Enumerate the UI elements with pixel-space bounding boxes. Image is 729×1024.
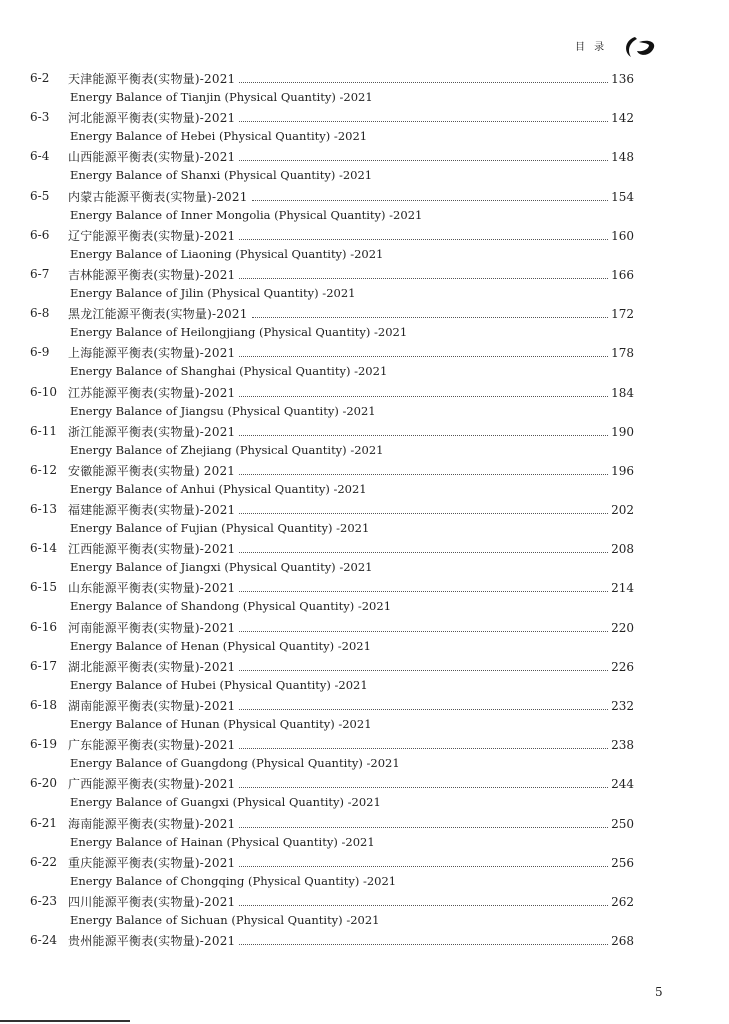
dot-leader — [239, 425, 608, 436]
entry-title-zh: 福建能源平衡表(实物量)-2021 — [68, 503, 236, 518]
toc-entry[interactable] — [0, 815, 729, 854]
entry-title-en: Energy Balance of Hebei (Physical Quantity) -2021 — [70, 129, 368, 144]
dot-leader — [239, 268, 608, 279]
entry-title-line — [68, 227, 634, 247]
dot-leader — [239, 386, 608, 397]
entry-number: 6-16 — [30, 619, 57, 634]
dot-leader — [239, 660, 608, 671]
toc-entry[interactable] — [0, 344, 729, 383]
toc-entry[interactable] — [0, 305, 729, 344]
entry-title-line — [68, 815, 634, 835]
entry-title-zh: 江西能源平衡表(实物量)-2021 — [68, 542, 236, 557]
entry-page-number: 220 — [611, 620, 634, 635]
toc-entry[interactable] — [0, 697, 729, 736]
entry-page-number: 250 — [611, 816, 634, 831]
entry-title-zh: 河南能源平衡表(实物量)-2021 — [68, 620, 236, 635]
toc-entry[interactable] — [0, 893, 729, 932]
toc-entry[interactable] — [0, 501, 729, 540]
entry-page-number: 172 — [611, 307, 634, 322]
entry-number: 6-20 — [30, 776, 57, 791]
entry-title-line — [68, 109, 634, 129]
entry-title-line — [68, 893, 634, 913]
entry-number: 6-17 — [30, 658, 57, 673]
page-number: 5 — [655, 985, 663, 999]
entry-page-number: 184 — [611, 385, 634, 400]
entry-title-zh: 广东能源平衡表(实物量)-2021 — [68, 738, 236, 753]
page-header — [575, 34, 665, 64]
entry-title-en: Energy Balance of Hunan (Physical Quantity) -2021 — [70, 717, 372, 731]
entry-title-line — [68, 384, 634, 404]
entry-number: 6-18 — [30, 698, 57, 712]
entry-title-en: Energy Balance of Chongqing (Physical Quantity) -2021 — [70, 873, 397, 888]
entry-title-zh: 重庆能源平衡表(实物量)-2021 — [68, 855, 236, 870]
entry-page-number: 244 — [611, 777, 634, 792]
entry-title-zh: 江苏能源平衡表(实物量)-2021 — [68, 385, 236, 400]
dot-leader — [239, 856, 608, 867]
entry-title-line — [68, 658, 634, 678]
entry-title-line — [68, 305, 634, 325]
entry-title-line — [68, 932, 634, 952]
dot-leader — [239, 934, 608, 945]
entry-title-en: Energy Balance of Jiangsu (Physical Quantity) -2021 — [70, 403, 376, 418]
entry-title-en: Energy Balance of Heilongjiang (Physical Quantity) -2021 — [70, 325, 408, 340]
entry-title-zh: 广西能源平衡表(实物量)-2021 — [68, 777, 236, 792]
entry-title-line — [68, 579, 634, 599]
dot-leader — [239, 738, 608, 749]
entry-number: 6-14 — [30, 541, 57, 556]
entry-number: 6-5 — [30, 188, 50, 203]
toc-entry[interactable] — [0, 188, 729, 227]
toc-entry[interactable] — [0, 109, 729, 148]
entry-page-number: 178 — [611, 346, 634, 361]
entry-title-en: Energy Balance of Sichuan (Physical Quantity) -2021 — [70, 912, 380, 927]
entry-title-line — [68, 188, 634, 208]
entry-title-en: Energy Balance of Shanxi (Physical Quantity) -2021 — [70, 168, 373, 183]
toc-entry[interactable] — [0, 148, 729, 187]
entry-title-line — [68, 775, 634, 795]
entry-title-en: Energy Balance of Jilin (Physical Quantity) -2021 — [70, 285, 356, 300]
entry-title-zh: 湖南能源平衡表(实物量)-2021 — [68, 699, 236, 713]
toc-entry[interactable] — [0, 70, 729, 109]
entry-number: 6-6 — [30, 227, 50, 242]
entry-title-en: Energy Balance of Fujian (Physical Quantity) -2021 — [70, 521, 370, 536]
entry-title-zh: 天津能源平衡表(实物量)-2021 — [68, 72, 236, 86]
entry-page-number: 232 — [611, 699, 634, 713]
entry-title-zh: 四川能源平衡表(实物量)-2021 — [68, 894, 236, 909]
dot-leader — [252, 307, 609, 318]
entry-title-en: Energy Balance of Hainan (Physical Quantity) -2021 — [70, 834, 375, 849]
dot-leader — [239, 111, 608, 122]
entry-title-zh: 黑龙江能源平衡表(实物量)-2021 — [68, 307, 248, 322]
entry-title-en: Energy Balance of Anhui (Physical Quantity) -2021 — [70, 481, 367, 496]
entry-title-zh: 安徽能源平衡表(实物量) 2021 — [68, 463, 236, 478]
dot-leader — [239, 150, 608, 161]
entry-number: 6-9 — [30, 345, 50, 360]
entry-page-number: 160 — [611, 228, 634, 243]
entry-title-en: Energy Balance of Shandong (Physical Quantity) -2021 — [70, 599, 392, 614]
entry-number: 6-11 — [30, 423, 57, 438]
entry-page-number: 166 — [611, 267, 634, 282]
entry-title-zh: 山东能源平衡表(实物量)-2021 — [68, 581, 236, 596]
dot-leader — [239, 503, 608, 514]
dot-leader — [239, 464, 608, 475]
entry-number: 6-22 — [30, 854, 57, 869]
dot-leader — [239, 817, 608, 828]
header-label: 目 录 — [575, 42, 608, 53]
dot-leader — [239, 777, 608, 788]
toc-entry[interactable] — [0, 736, 729, 775]
entry-title-line — [68, 462, 634, 482]
entry-title-line — [68, 266, 634, 286]
entry-title-line — [68, 148, 634, 168]
entry-page-number: 190 — [611, 424, 634, 439]
entry-page-number: 136 — [611, 72, 634, 86]
entry-title-en: Energy Balance of Henan (Physical Quantity) -2021 — [70, 638, 371, 653]
entry-title-zh: 辽宁能源平衡表(实物量)-2021 — [68, 228, 236, 243]
entry-title-zh: 内蒙古能源平衡表(实物量)-2021 — [68, 189, 248, 204]
entry-title-zh: 上海能源平衡表(实物量)-2021 — [68, 346, 236, 361]
entry-title-line — [68, 540, 634, 560]
dot-leader — [239, 542, 608, 553]
entry-title-line — [68, 423, 634, 443]
entry-page-number: 238 — [611, 738, 634, 753]
entry-number: 6-8 — [30, 306, 50, 321]
toc-entry[interactable] — [0, 658, 729, 697]
entry-title-line — [68, 70, 634, 90]
entry-page-number: 208 — [611, 542, 634, 557]
toc-entry[interactable] — [0, 619, 729, 658]
dot-leader — [252, 190, 609, 201]
entry-title-en: Energy Balance of Tianjin (Physical Quantity) -2021 — [70, 90, 373, 104]
entry-title-zh: 山西能源平衡表(实物量)-2021 — [68, 150, 236, 165]
dot-leader — [239, 346, 608, 357]
entry-title-line — [68, 736, 634, 756]
entry-number: 6-7 — [30, 266, 50, 281]
toc-entry[interactable] — [0, 579, 729, 618]
entry-title-en: Energy Balance of Guangdong (Physical Quantity) -2021 — [70, 756, 400, 771]
entry-page-number: 214 — [611, 581, 634, 596]
entry-title-line — [68, 501, 634, 521]
entry-title-line — [68, 854, 634, 874]
entry-number: 6-24 — [30, 933, 57, 948]
swirl-logo-icon — [621, 34, 661, 60]
entry-page-number: 148 — [611, 150, 634, 165]
entry-title-zh: 吉林能源平衡表(实物量)-2021 — [68, 267, 236, 282]
entry-title-en: Energy Balance of Shanghai (Physical Quantity) -2021 — [70, 364, 388, 379]
entry-number: 6-19 — [30, 737, 57, 752]
dot-leader — [239, 229, 608, 240]
entry-page-number: 268 — [611, 934, 634, 949]
entry-title-line — [68, 344, 634, 364]
entry-title-en: Energy Balance of Guangxi (Physical Quantity) -2021 — [70, 795, 381, 810]
toc-entry[interactable] — [0, 227, 729, 266]
entry-number: 6-13 — [30, 502, 57, 517]
toc-entry[interactable] — [0, 854, 729, 893]
entry-title-zh: 贵州能源平衡表(实物量)-2021 — [68, 934, 236, 949]
entry-page-number: 202 — [611, 503, 634, 518]
dot-leader — [239, 72, 608, 83]
table-of-contents — [0, 70, 729, 971]
entry-page-number: 256 — [611, 855, 634, 870]
entry-title-line — [68, 619, 634, 639]
entry-page-number: 154 — [611, 189, 634, 204]
entry-number: 6-2 — [30, 71, 50, 85]
entry-number: 6-23 — [30, 893, 57, 908]
entry-title-zh: 海南能源平衡表(实物量)-2021 — [68, 816, 236, 831]
entry-page-number: 262 — [611, 894, 634, 909]
toc-entry[interactable] — [0, 266, 729, 305]
entry-title-en: Energy Balance of Liaoning (Physical Quantity) -2021 — [70, 246, 384, 261]
entry-number: 6-21 — [30, 815, 57, 830]
dot-leader — [239, 699, 608, 710]
entry-number: 6-4 — [30, 149, 50, 164]
entry-title-zh: 河北能源平衡表(实物量)-2021 — [68, 111, 236, 126]
dot-leader — [239, 581, 608, 592]
toc-entry[interactable] — [0, 775, 729, 814]
entry-number: 6-12 — [30, 462, 57, 477]
entry-page-number: 226 — [611, 659, 634, 674]
entry-page-number: 142 — [611, 111, 634, 126]
entry-title-en: Energy Balance of Hubei (Physical Quantity) -2021 — [70, 677, 368, 692]
dot-leader — [239, 621, 608, 632]
entry-title-en: Energy Balance of Zhejiang (Physical Quantity) -2021 — [70, 442, 384, 457]
entry-number: 6-10 — [30, 384, 57, 399]
entry-number: 6-15 — [30, 580, 57, 595]
entry-title-zh: 浙江能源平衡表(实物量)-2021 — [68, 424, 236, 439]
dot-leader — [239, 895, 608, 906]
entry-title-zh: 湖北能源平衡表(实物量)-2021 — [68, 659, 236, 674]
toc-entry[interactable] — [0, 932, 729, 971]
entry-page-number: 196 — [611, 463, 634, 478]
entry-title-line — [68, 697, 634, 717]
toc-entry[interactable] — [0, 384, 729, 423]
entry-number: 6-3 — [30, 110, 50, 125]
bottom-rule — [0, 1020, 130, 1022]
entry-title-en: Energy Balance of Inner Mongolia (Physical Quantity) -2021 — [70, 207, 423, 222]
toc-entry[interactable] — [0, 462, 729, 501]
toc-entry[interactable] — [0, 423, 729, 462]
toc-entry[interactable] — [0, 540, 729, 579]
entry-title-en: Energy Balance of Jiangxi (Physical Quantity) -2021 — [70, 560, 373, 575]
